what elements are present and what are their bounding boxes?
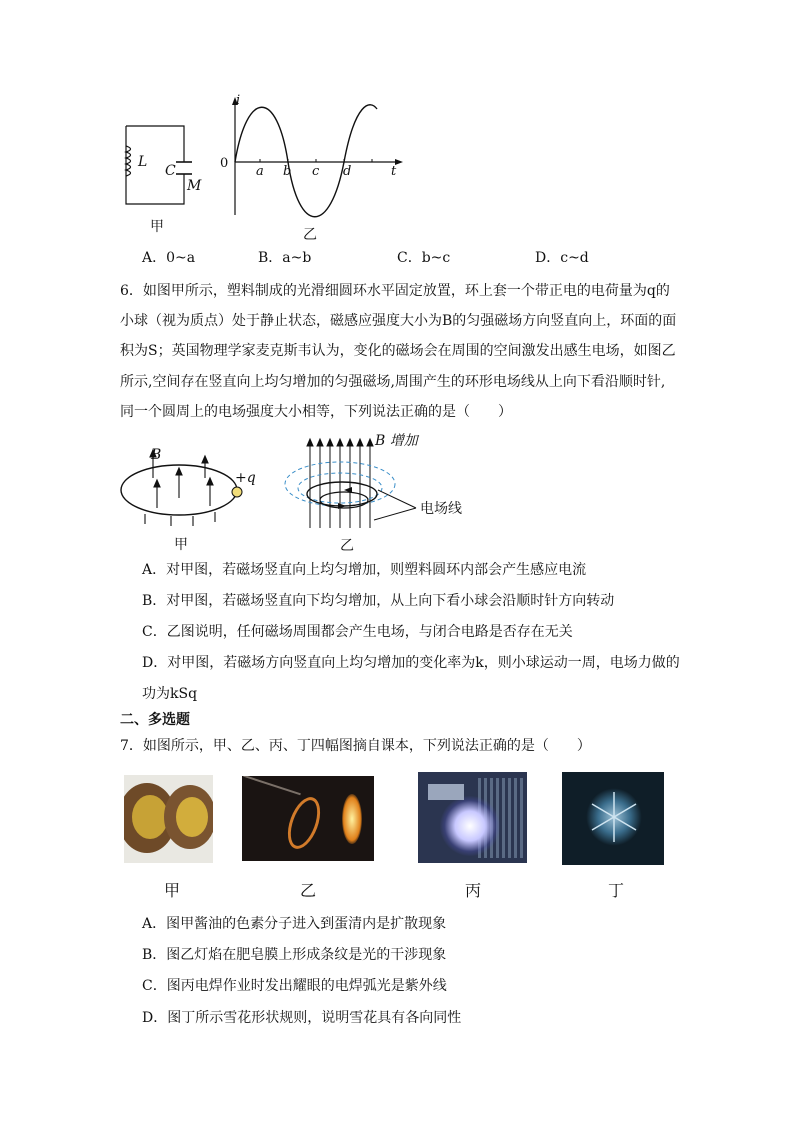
tick-c: c (312, 164, 320, 179)
figure-label-jia: 甲 (150, 219, 164, 235)
current-time-graph (225, 95, 410, 220)
axis-origin: 0 (220, 156, 229, 171)
lc-circuit-figure (120, 118, 200, 208)
q7-option-c[interactable]: C．图丙电焊作业时发出耀眼的电焊弧光是紫外线 (142, 978, 447, 994)
q7-option-d[interactable]: D．图丁所示雪花形状规则，说明雪花具有各向同性 (142, 1010, 462, 1026)
B-increase-label: B 增加 (375, 433, 418, 449)
charge-label: +q (235, 470, 256, 486)
q5-option-a[interactable]: A．0~a (142, 250, 196, 266)
figure-label-yi: 乙 (303, 227, 317, 243)
q6-figure-yi: 乙 (340, 538, 354, 554)
q6-option-b[interactable]: B．对甲图，若磁场竖直向下均匀增加，从上向下看小球会沿顺时针方向转动 (142, 593, 615, 609)
q6-stem-line-5: 同一个圆周上的电场强度大小相等，下列说法正确的是（ ） (120, 404, 512, 420)
q7-option-b[interactable]: B．图乙灯焰在肥皂膜上形成条纹是光的干涉现象 (142, 947, 447, 963)
q6-option-c[interactable]: C．乙图说明，任何磁场周围都会产生电场，与闭合电路是否存在无关 (142, 624, 573, 640)
tick-b: b (283, 164, 292, 179)
field-line-pointer (370, 486, 420, 526)
q6-stem-line-2: 小球（视为质点）处于静止状态，磁感应强度大小为B的匀强磁场方向竖直向上，环面的面 (120, 313, 677, 329)
photo-soap-film (242, 776, 374, 861)
q6-stem-line-4: 所示,空间存在竖直向上均匀增加的匀强磁场,周围产生的环形电场线从上向下看沿顺时针, (120, 374, 666, 390)
tick-d: d (343, 164, 352, 179)
q7-label-yi: 乙 (300, 881, 317, 900)
section-title: 二、多选题 (120, 712, 190, 728)
axis-label-t: t (391, 164, 397, 179)
q6-option-d-cont: 功为kSq (142, 686, 198, 702)
q5-option-d[interactable]: D．c~d (535, 250, 589, 266)
q7-label-bing: 丙 (465, 881, 482, 900)
q5-option-b[interactable]: B．a~b (258, 250, 312, 266)
inductor-coil (126, 146, 131, 176)
tick-a: a (256, 164, 264, 179)
charged-ball (232, 487, 242, 497)
q7-label-ding: 丁 (608, 881, 625, 900)
q7-label-jia: 甲 (164, 881, 181, 900)
photo-snowflake (562, 772, 664, 865)
ring-field-figure (115, 448, 260, 533)
q6-option-a[interactable]: A．对甲图，若磁场竖直向上均匀增加，则塑料圆环内部会产生感应电流 (142, 562, 587, 578)
photo-welding (418, 772, 527, 863)
q7-stem: 7．如图所示，甲、乙、丙、丁四幅图摘自课本，下列说法正确的是（ ） (120, 738, 591, 754)
axis-label-i: i (236, 93, 241, 108)
sine-wave-curve (235, 105, 377, 217)
q7-option-a[interactable]: A．图甲酱油的色素分子进入到蛋清内是扩散现象 (142, 916, 447, 932)
field-line-label: 电场线 (420, 501, 462, 517)
q5-option-c[interactable]: C．b~c (397, 250, 451, 266)
q6-option-d[interactable]: D．对甲图，若磁场方向竖直向上均匀增加的变化率为k，则小球运动一周，电场力做的 (142, 655, 680, 671)
ring-B-label: B (151, 447, 162, 463)
q6-stem-line-1: 6．如图甲所示，塑料制成的光滑细圆环水平固定放置，环上套一个带正电的电荷量为q的 (120, 283, 670, 299)
label-C: C (165, 163, 176, 179)
q6-stem-line-3: 积为S；英国物理学家麦克斯韦认为，变化的磁场会在周围的空间激发出感生电场，如图乙 (120, 343, 676, 359)
label-L: L (138, 154, 148, 170)
label-M: M (187, 178, 202, 194)
photo-eggs (124, 775, 213, 863)
q6-figure-jia: 甲 (174, 537, 188, 553)
